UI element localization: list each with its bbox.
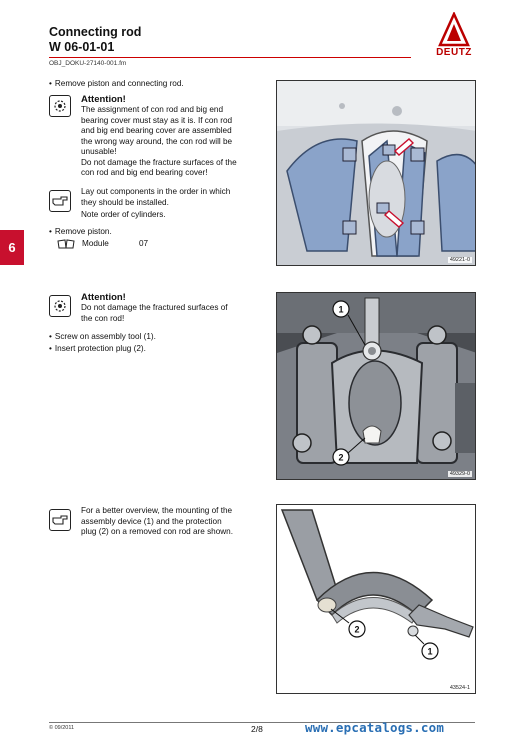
watermark-site: www.epcatalogs.com	[305, 720, 445, 735]
figure-crankcase-con-rods	[276, 80, 476, 266]
step-screw-assembly-tool: • Screw on assembly tool (1).	[49, 332, 156, 343]
attention-icon	[49, 295, 71, 317]
module-label: Module	[82, 239, 109, 248]
step-remove-piston-rod: • Remove piston and connecting rod.	[49, 79, 184, 90]
note-line: they should be installed.	[81, 197, 169, 207]
document-code: W 06-01-01	[49, 40, 115, 54]
callout-label: 1	[338, 304, 344, 315]
attention-line: the wrong way around, the con rod will be	[81, 136, 233, 146]
header-rule	[49, 57, 411, 58]
note-line: Note order of cylinders.	[81, 210, 166, 219]
pointing-hand-icon	[49, 509, 71, 531]
page-number: 2/8	[251, 724, 263, 734]
deutz-flame-icon	[428, 12, 480, 48]
note-line: assembly device (1) and the protection	[81, 516, 222, 526]
attention-line: and big end bearing cover are assembled	[81, 126, 232, 135]
attention-line: unusable!	[81, 147, 117, 156]
brand-name: DEUTZ	[436, 47, 472, 58]
attention-line: The assignment of con rod and big end	[81, 105, 224, 114]
step-insert-protection-plug: • Insert protection plug (2).	[49, 344, 146, 355]
note-line: plug (2) on a removed con rod are shown.	[81, 527, 234, 536]
note-line: For a better overview, the mounting of the	[81, 506, 233, 515]
attention-line: bearing cover must stay as it is. If con rod	[81, 115, 233, 125]
document-reference: OBJ_DOKU-27140-001.fm	[49, 60, 127, 67]
note-line: Lay out components in the order in which	[81, 187, 231, 196]
page-title: Connecting rod	[49, 25, 142, 39]
attention-heading: Attention!	[81, 94, 126, 105]
pointing-hand-icon	[49, 190, 71, 212]
attention-line: Do not damage the fractured surfaces of	[81, 303, 228, 312]
module-number: 07	[139, 239, 149, 248]
chapter-tab: 6	[0, 230, 24, 265]
callout-label: 2	[338, 452, 344, 463]
footer-date: © 09/2011	[49, 725, 75, 731]
attention-line: the con rod!	[81, 313, 125, 323]
attention-heading: Attention!	[81, 292, 126, 303]
callout-label: 2	[354, 624, 360, 635]
attention-icon	[49, 95, 71, 117]
book-reference-icon	[57, 239, 75, 249]
deutz-logo	[428, 12, 480, 60]
figure-assembly-tool-installed	[276, 292, 476, 480]
figure-id: 49329-0	[449, 471, 470, 477]
figure-id: 49221-0	[449, 257, 470, 263]
figure-removed-con-rod	[276, 504, 476, 694]
step-remove-piston: • Remove piston.	[49, 227, 112, 238]
attention-line: con rod and big end bearing cover!	[81, 168, 208, 177]
attention-line: Do not damage the fracture surfaces of the	[81, 157, 237, 167]
callout-label: 1	[427, 646, 433, 657]
protection-plug	[318, 598, 336, 612]
figure-id: 43524-1	[449, 685, 470, 691]
